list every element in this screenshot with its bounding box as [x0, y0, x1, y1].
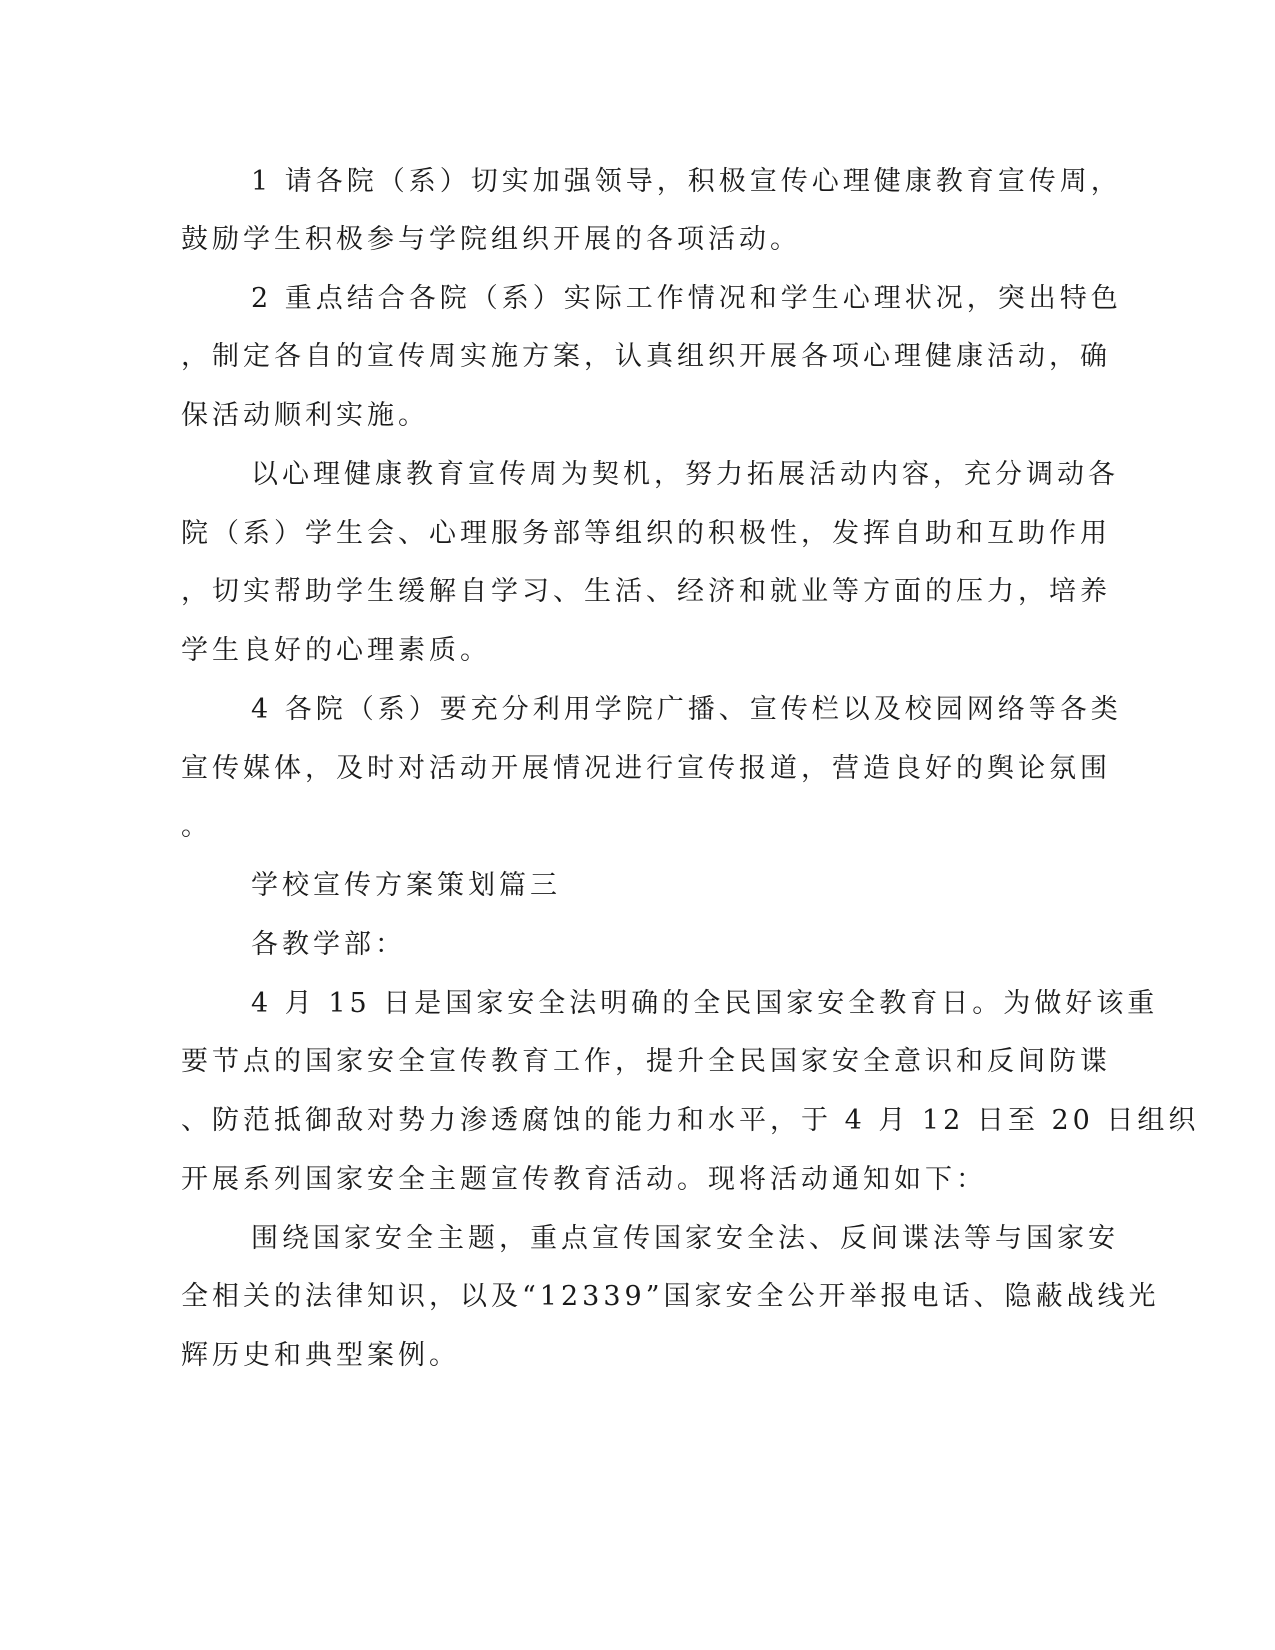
salutation: 各教学部： [251, 929, 406, 960]
paragraph-5-line-1: 4 月 15 日是国家安全法明确的全民国家安全教育日。为做好该重 [251, 988, 1159, 1019]
paragraph-2-line-2: ，制定各自的宣传周实施方案，认真组织开展各项心理健康活动，确 [181, 341, 1111, 372]
paragraph-1-line-2: 鼓励学生积极参与学院组织开展的各项活动。 [181, 224, 801, 255]
paragraph-2-line-1: 2 重点结合各院（系）实际工作情况和学生心理状况，突出特色 [251, 283, 1122, 314]
paragraph-3-line-1: 以心理健康教育宣传周为契机，努力拓展活动内容，充分调动各 [251, 459, 1119, 490]
paragraph-2-line-3: 保活动顺利实施。 [181, 400, 429, 431]
paragraph-6-line-2: 全相关的法律知识，以及“12339”国家安全公开举报电话、隐蔽战线光 [181, 1281, 1160, 1312]
paragraph-5-line-4: 开展系列国家安全主题宣传教育活动。现将活动通知如下： [181, 1164, 987, 1195]
paragraph-6-line-1: 围绕国家安全主题，重点宣传国家安全法、反间谍法等与国家安 [251, 1223, 1119, 1254]
paragraph-5-line-2: 要节点的国家安全宣传教育工作，提升全民国家安全意识和反间防谍 [181, 1046, 1111, 1077]
paragraph-3-line-3: ，切实帮助学生缓解自学习、生活、经济和就业等方面的压力，培养 [181, 576, 1111, 607]
paragraph-3-line-2: 院（系）学生会、心理服务部等组织的积极性，发挥自助和互助作用 [181, 518, 1111, 549]
section-heading: 学校宣传方案策划篇三 [251, 870, 561, 901]
paragraph-4-line-1: 4 各院（系）要充分利用学院广播、宣传栏以及校园网络等各类 [251, 694, 1122, 725]
paragraph-6-line-3: 辉历史和典型案例。 [181, 1340, 460, 1371]
paragraph-1-line-1: 1 请各院（系）切实加强领导，积极宣传心理健康教育宣传周， [251, 166, 1122, 197]
paragraph-4-line-3: 。 [181, 811, 212, 842]
paragraph-4-line-2: 宣传媒体，及时对活动开展情况进行宣传报道，营造良好的舆论氛围 [181, 753, 1111, 784]
paragraph-3-line-4: 学生良好的心理素质。 [181, 635, 491, 666]
paragraph-5-line-3: 、防范抵御敌对势力渗透腐蚀的能力和水平，于 4 月 12 日至 20 日组织 [181, 1105, 1200, 1136]
